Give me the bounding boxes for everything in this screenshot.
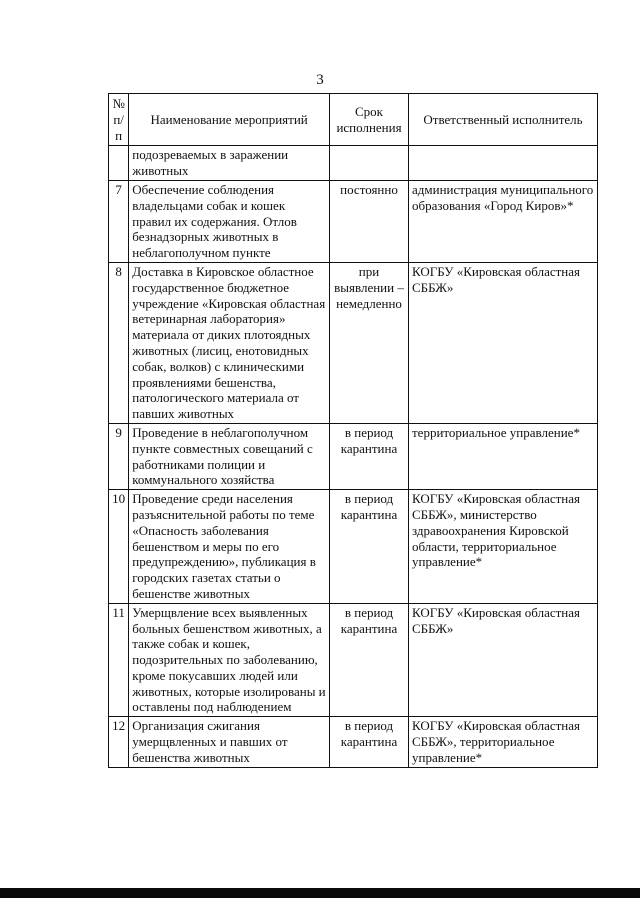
header-name: Наименование мероприятий (129, 94, 330, 146)
table-header-row (109, 94, 598, 146)
table-row (109, 180, 598, 262)
row-name: Проведение в неблагополучном пункте совместных совещаний с работниками полиции и коммунального хозяйства (129, 423, 330, 489)
table-row (109, 423, 598, 489)
row-num: 7 (109, 180, 129, 262)
row-term: в период карантина (330, 603, 409, 717)
scan-edge-bar (0, 888, 640, 898)
row-name: Умерщвление всех выявленных больных бешенством животных, а также собак и кошек, подозрительных по заболеванию, кроме покусавших людей или животных, которые изолированы и оставлены под наблюдением (129, 603, 330, 717)
row-term: в период карантина (330, 717, 409, 767)
table-row (109, 603, 598, 717)
table-row (109, 262, 598, 423)
row-term: в период карантина (330, 490, 409, 604)
row-num: 11 (109, 603, 129, 717)
table-row (109, 717, 598, 767)
table-row (109, 490, 598, 604)
row-num: 10 (109, 490, 129, 604)
row-name: Обеспечение соблюдения владельцами собак и кошек правил их содержания. Отлов безнадзорных животных в неблагополучном пункте (129, 180, 330, 262)
row-responsible: КОГБУ «Кировская областная СББЖ» (409, 262, 598, 423)
row-num (109, 146, 129, 181)
row-responsible: КОГБУ «Кировская областная СББЖ», министерство здравоохранения Кировской области, территориальное управление* (409, 490, 598, 604)
measures-table (108, 93, 598, 768)
row-num: 9 (109, 423, 129, 489)
table-row (109, 146, 598, 181)
row-responsible: КОГБУ «Кировская областная СББЖ», территориальное управление* (409, 717, 598, 767)
row-name: Проведение среди населения разъяснительной работы по теме «Опасность заболевания бешенством и меры по его предупреждению», публикация в городских газетах статьи о бешенстве животных (129, 490, 330, 604)
row-num: 12 (109, 717, 129, 767)
header-responsible: Ответственный исполнитель (409, 94, 598, 146)
header-term: Срок исполнения (330, 94, 409, 146)
row-name: подозреваемых в заражении животных (129, 146, 330, 181)
row-term (330, 146, 409, 181)
row-term: при выявлении – немедленно (330, 262, 409, 423)
row-num: 8 (109, 262, 129, 423)
row-responsible: администрация муниципального образования «Город Киров»* (409, 180, 598, 262)
row-responsible: территориальное управление* (409, 423, 598, 489)
row-responsible (409, 146, 598, 181)
row-term: постоянно (330, 180, 409, 262)
page-number: 3 (316, 72, 324, 88)
row-name: Доставка в Кировское областное государственное бюджетное учреждение «Кировская областная ветеринарная лаборатория» материала от диких плотоядных животных (лисиц, енотовидных собак, волков) с клиническими проявлениями бешенства, патологического материала от павших животных (129, 262, 330, 423)
row-name: Организация сжигания умерщвленных и павших от бешенства животных (129, 717, 330, 767)
row-term: в период карантина (330, 423, 409, 489)
row-responsible: КОГБУ «Кировская областная СББЖ» (409, 603, 598, 717)
header-num: № п/п (109, 94, 129, 146)
